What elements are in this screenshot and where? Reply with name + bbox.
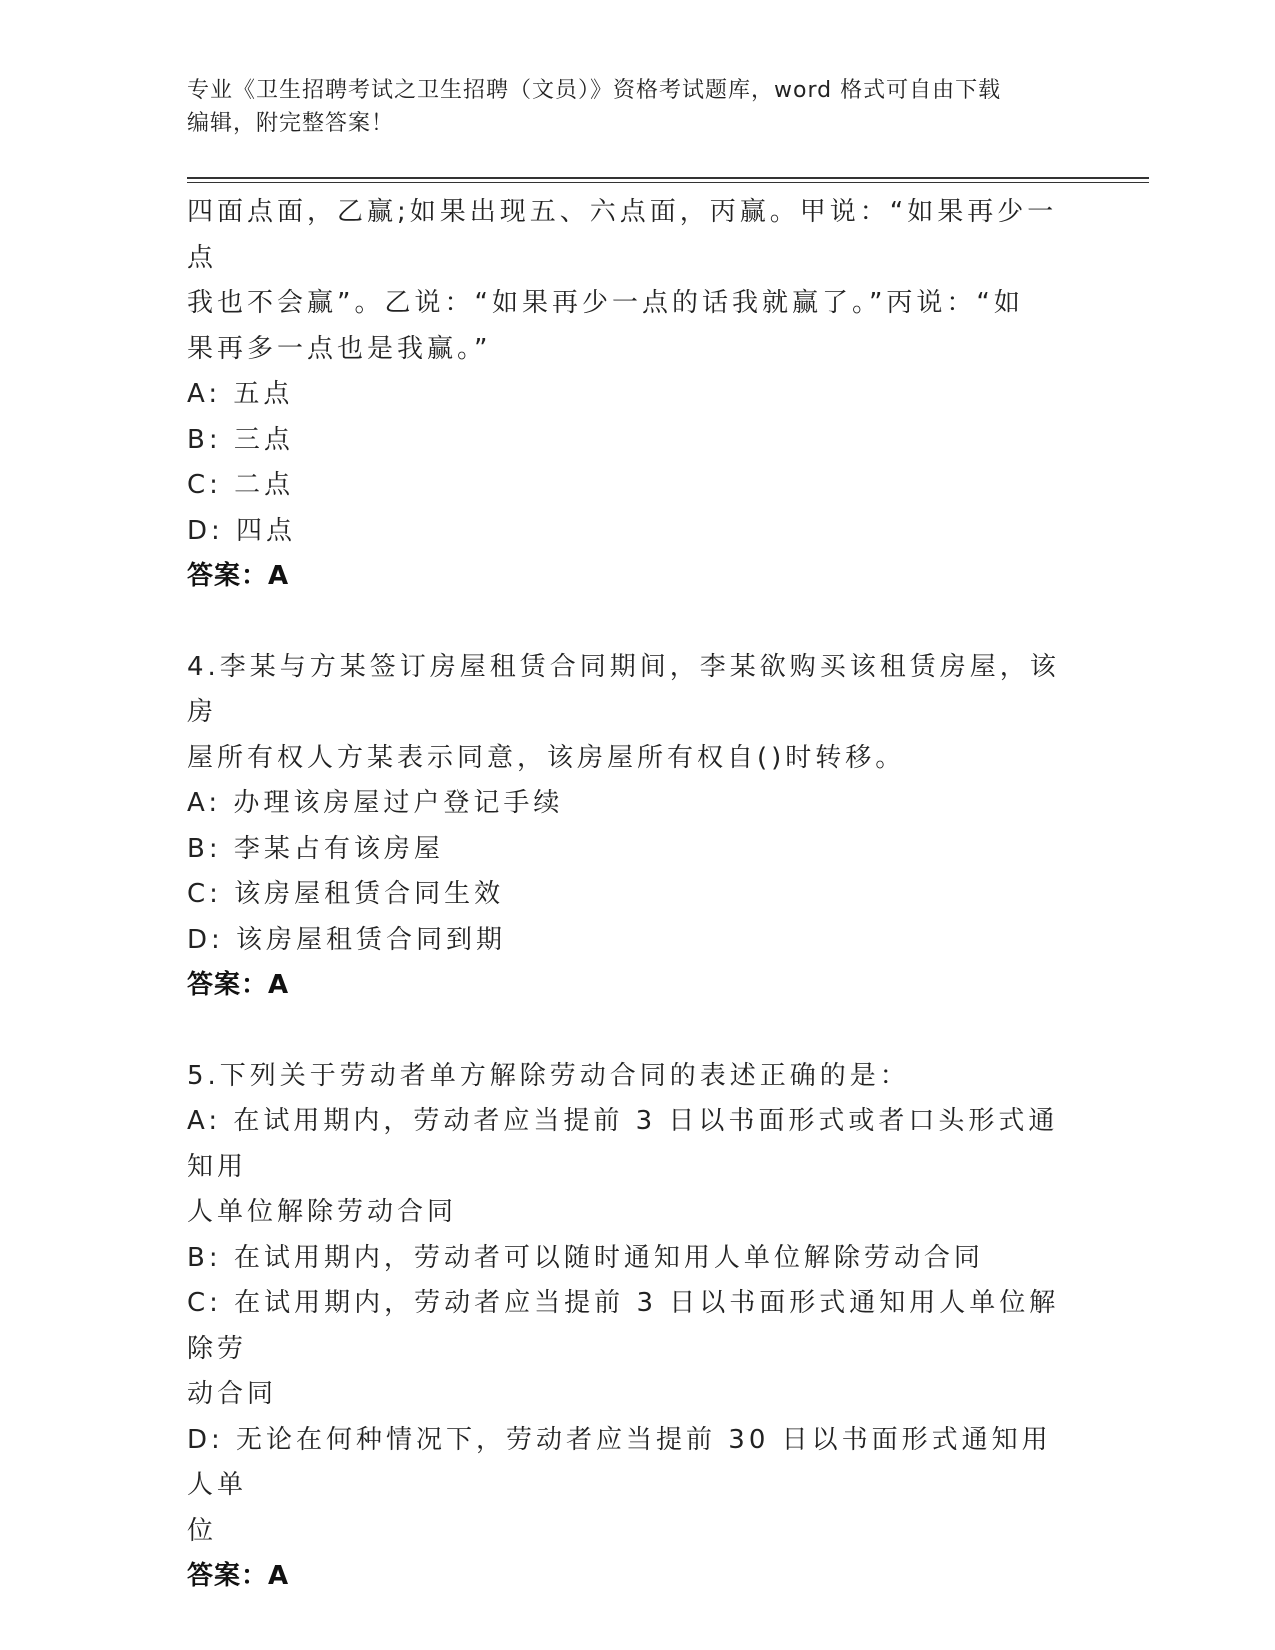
option-d: D: 该房屋租赁合同到期	[187, 924, 507, 955]
option-b: B: 在试用期内，劳动者可以随时通知用人单位解除劳动合同	[187, 1242, 984, 1273]
option-b: B: 李某占有该房屋	[187, 833, 444, 864]
question-stem-line: 5.下列关于劳动者单方解除劳动合同的表述正确的是：	[187, 1060, 910, 1091]
question-4	[187, 645, 1077, 1009]
option-d-line-1: D: 无论在何种情况下，劳动者应当提前 30 日以书面形式通知用人单	[187, 1424, 1052, 1500]
header-line-1: 专业《卫生招聘考试之卫生招聘（文员）》资格考试题库，word 格式可自由下载	[187, 78, 1002, 103]
option-a: A: 五点	[187, 379, 294, 409]
answer-line: 答案：A	[187, 1561, 290, 1591]
option-c: C: 二点	[187, 470, 295, 500]
question-stem-line: 四面点面，乙赢;如果出现五、六点面，丙赢。甲说：“如果再少一点	[187, 197, 1058, 273]
option-a: A: 办理该房屋过户登记手续	[187, 788, 564, 818]
option-b: B: 三点	[187, 424, 294, 455]
answer-line: 答案：A	[187, 970, 290, 1000]
question-stem-line: 我也不会赢”。乙说：“如果再少一点的话我就赢了。”丙说：“如	[187, 288, 1024, 318]
option-c-line-2: 动合同	[187, 1379, 278, 1409]
question-stem-line: 4.李某与方某签订房屋租赁合同期间，李某欲购买该租赁房屋，该房	[187, 651, 1060, 727]
document-header	[187, 74, 1087, 140]
header-line-2: 编辑，附完整答案！	[187, 111, 395, 136]
option-c: C: 该房屋租赁合同生效	[187, 879, 505, 909]
answer-line: 答案：A	[187, 561, 290, 591]
option-d-line-2: 位	[187, 1515, 218, 1546]
option-a-line-2: 人单位解除劳动合同	[187, 1197, 458, 1227]
document-body	[187, 190, 1077, 1600]
option-a-line-1: A: 在试用期内，劳动者应当提前 3 日以书面形式或者口头形式通知用	[187, 1106, 1059, 1182]
question-5	[187, 1054, 1077, 1600]
option-c-line-1: C: 在试用期内，劳动者应当提前 3 日以书面形式通知用人单位解除劳	[187, 1288, 1060, 1364]
header-divider-top	[187, 177, 1149, 179]
question-3	[187, 190, 1077, 600]
question-stem-line: 屋所有权人方某表示同意，该房屋所有权自()时转移。	[187, 742, 906, 773]
header-divider-bottom	[187, 182, 1149, 183]
question-stem-line: 果再多一点也是我赢。”	[187, 333, 492, 364]
option-d: D: 四点	[187, 515, 297, 546]
